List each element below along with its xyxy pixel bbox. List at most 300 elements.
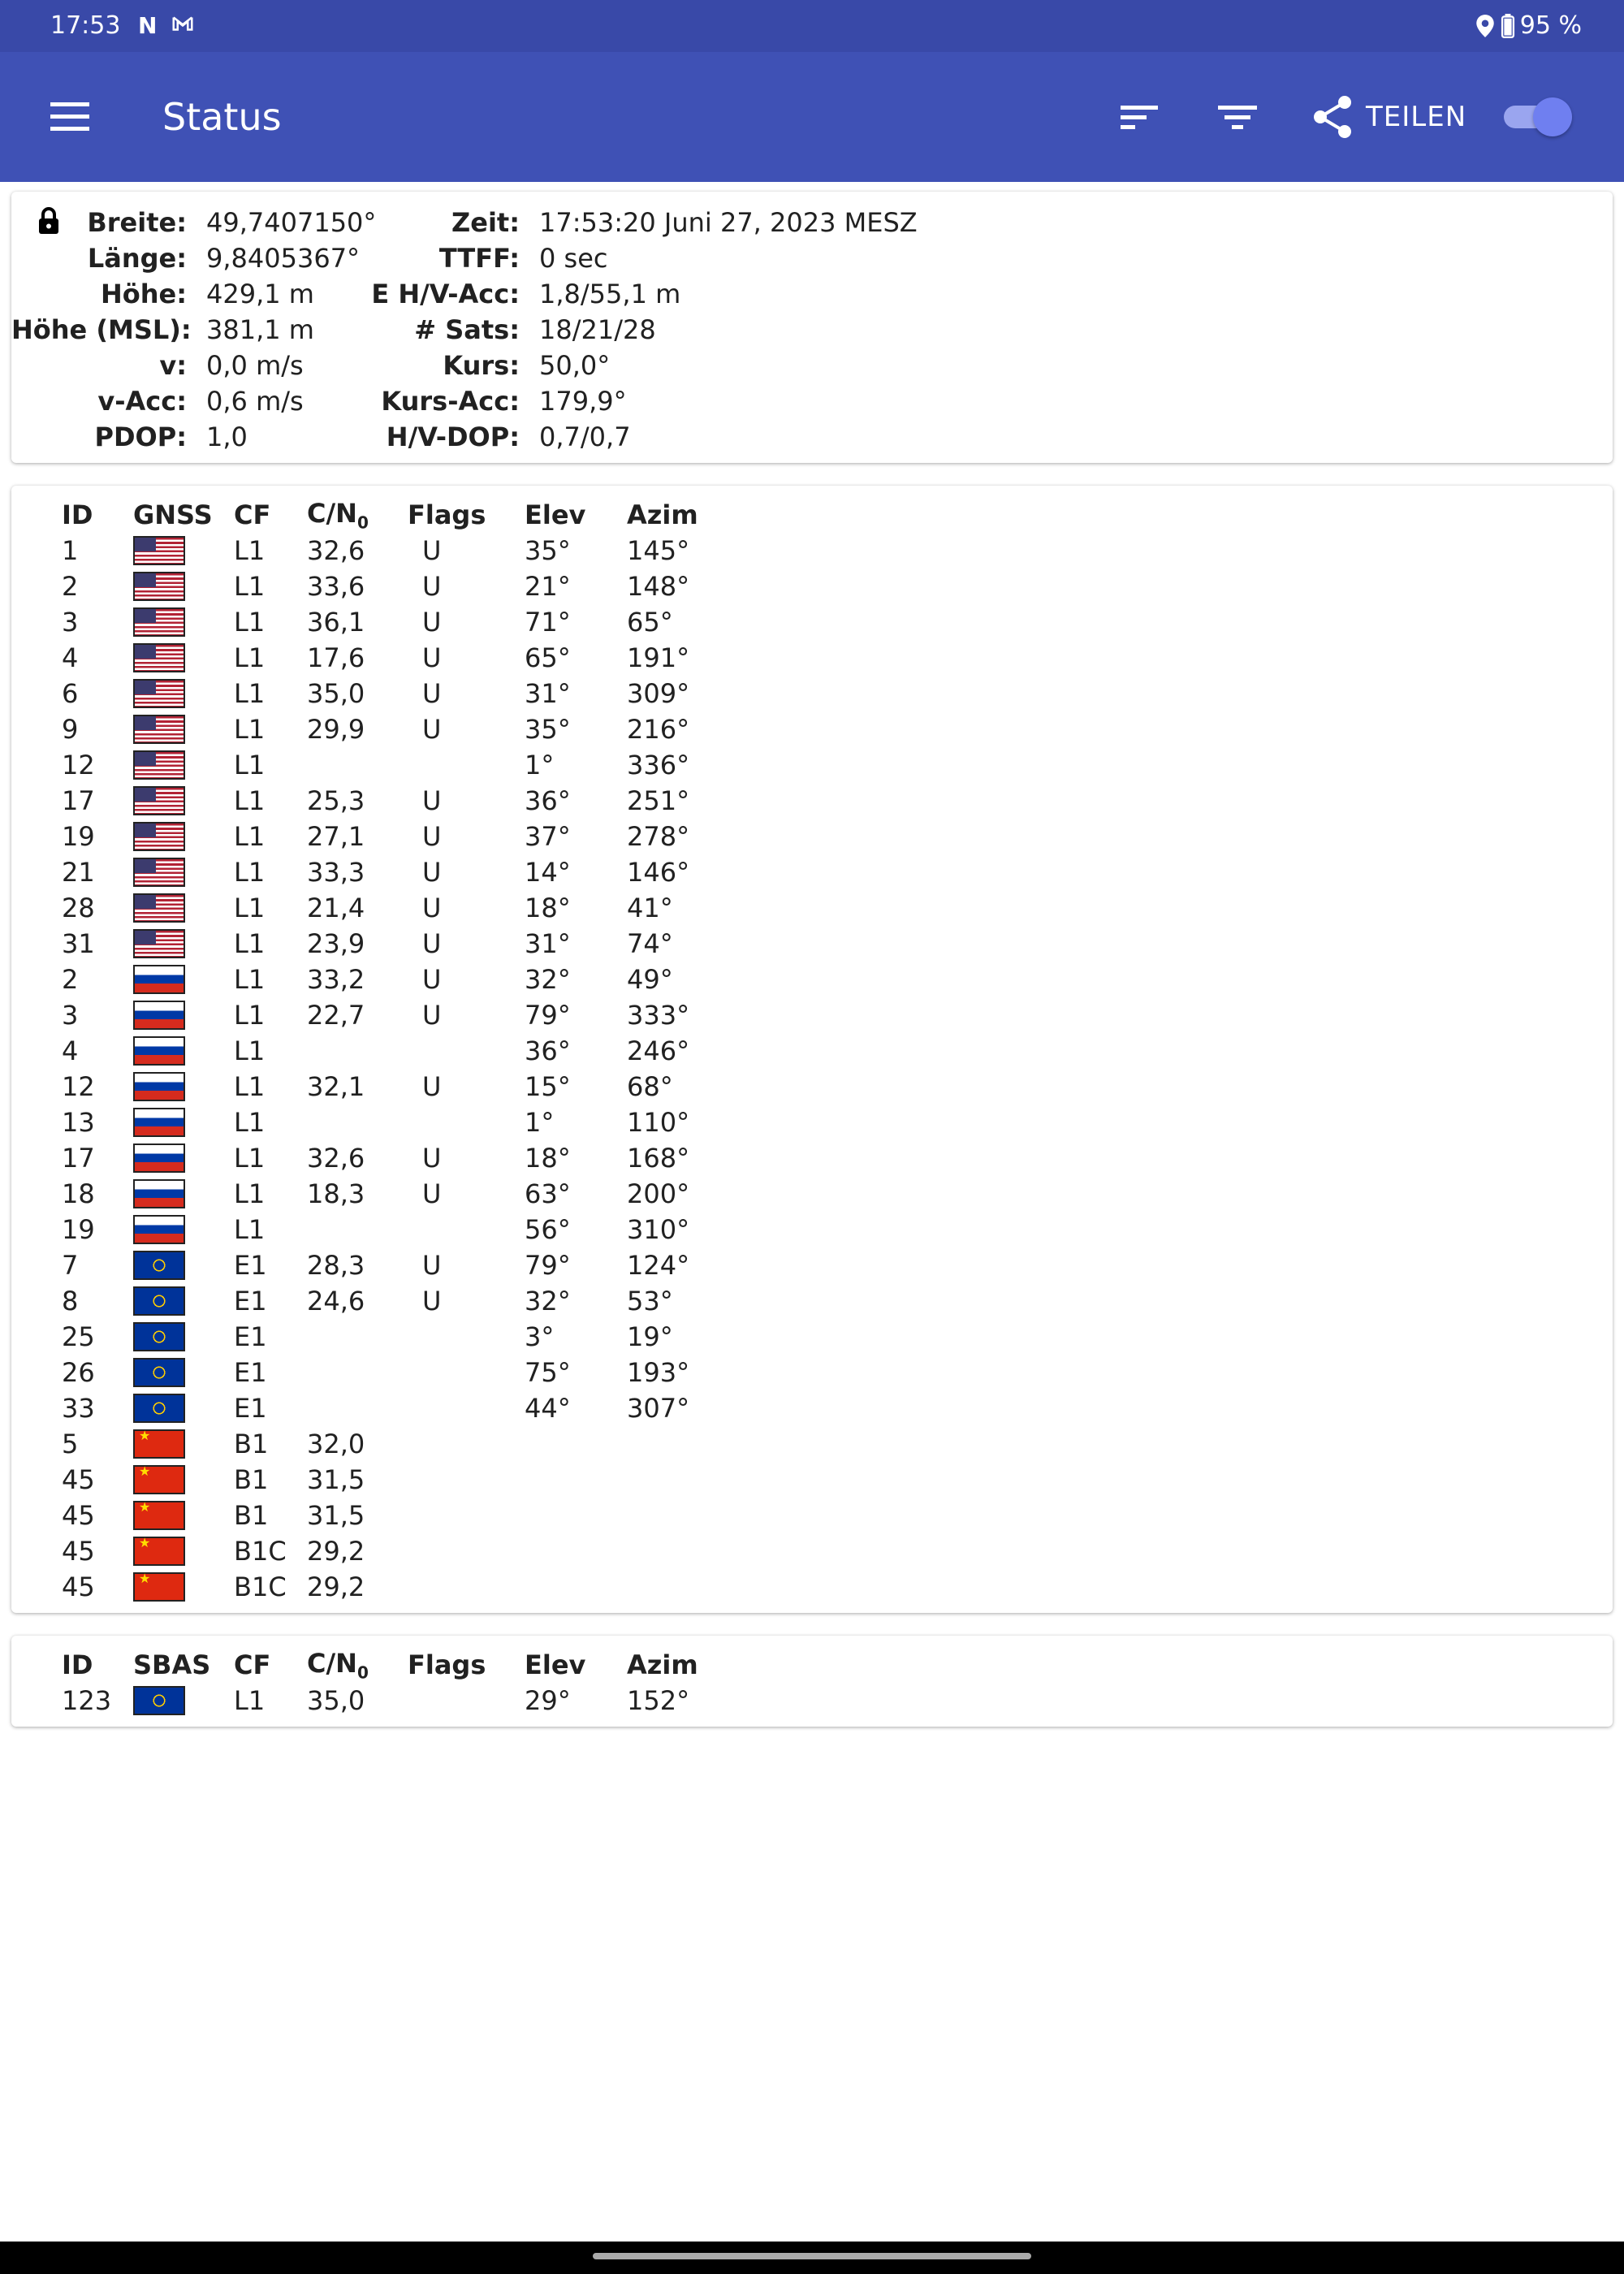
azimuth: 216° bbox=[627, 714, 690, 745]
flag-us-icon bbox=[133, 643, 185, 672]
sat-id: 45 bbox=[62, 1500, 95, 1531]
carrier-freq: E1 bbox=[234, 1357, 267, 1388]
sat-flags: U bbox=[422, 1286, 442, 1316]
flag-cn-icon bbox=[133, 1501, 185, 1530]
cn0-value: 35,0 bbox=[307, 1685, 365, 1716]
elevation: 3° bbox=[525, 1321, 555, 1352]
col-flags: Flags bbox=[408, 499, 486, 530]
carrier-freq: L1 bbox=[234, 714, 266, 745]
carrier-freq: L1 bbox=[234, 964, 266, 995]
flag-us-icon bbox=[133, 750, 185, 780]
sat-id: 33 bbox=[62, 1393, 95, 1424]
elevation: 35° bbox=[525, 535, 571, 566]
col-cf: CF bbox=[234, 499, 271, 530]
flag-cn-icon bbox=[133, 1537, 185, 1566]
carrier-freq: L1 bbox=[234, 857, 266, 888]
sat-id: 1 bbox=[62, 535, 79, 566]
elevation bbox=[525, 1426, 627, 1462]
sat-id: 17 bbox=[62, 1143, 95, 1174]
elevation bbox=[525, 1533, 627, 1569]
azimuth: 146° bbox=[627, 857, 690, 888]
fix-label-2: Höhe: bbox=[100, 279, 187, 309]
elevation: 35° bbox=[525, 714, 571, 745]
table-row bbox=[49, 890, 724, 926]
elevation bbox=[525, 1462, 627, 1498]
azimuth: 200° bbox=[627, 1178, 690, 1209]
cn0-value: 21,4 bbox=[307, 893, 365, 923]
cn0-value: 33,6 bbox=[307, 571, 365, 602]
flag-cell bbox=[133, 1569, 234, 1605]
azimuth bbox=[627, 1533, 724, 1569]
table-row bbox=[49, 1683, 724, 1718]
cn0-value: 35,0 bbox=[307, 678, 365, 709]
fix-value-4: 0,0 m/s bbox=[206, 350, 304, 381]
table-row bbox=[49, 819, 724, 854]
sat-flags bbox=[408, 747, 525, 783]
fix-label-3: # Sats: bbox=[414, 314, 520, 345]
flag-us-icon bbox=[133, 715, 185, 744]
sat-id: 3 bbox=[62, 607, 79, 638]
cn0-value: 25,3 bbox=[307, 785, 365, 816]
fix-value-3: 18/21/28 bbox=[539, 314, 656, 345]
page-title: Status bbox=[162, 95, 282, 139]
carrier-freq: B1 bbox=[234, 1500, 269, 1531]
flag-ru-icon bbox=[133, 1036, 185, 1066]
table-row bbox=[49, 1533, 724, 1569]
azimuth: 278° bbox=[627, 821, 690, 852]
fix-value-2: 429,1 m bbox=[206, 279, 314, 309]
sat-flags bbox=[408, 1033, 525, 1069]
table-row bbox=[49, 1569, 724, 1605]
carrier-freq: L1 bbox=[234, 535, 266, 566]
sat-flags: U bbox=[422, 642, 442, 673]
cn0-value bbox=[307, 1033, 408, 1069]
cn0-value: 28,3 bbox=[307, 1250, 365, 1281]
cn0-value: 18,3 bbox=[307, 1178, 365, 1209]
col-cn0: $C/N_0$ bbox=[307, 497, 369, 533]
cn0-value: 29,9 bbox=[307, 714, 365, 745]
flag-cell bbox=[133, 997, 234, 1033]
carrier-freq: L1 bbox=[234, 1107, 266, 1138]
sat-flags: U bbox=[422, 964, 442, 995]
flag-cell bbox=[133, 1533, 234, 1569]
battery-level: 95 % bbox=[1519, 11, 1582, 40]
carrier-freq: B1 bbox=[234, 1429, 269, 1459]
table-row bbox=[49, 1498, 724, 1533]
col-elev: Elev bbox=[525, 499, 586, 530]
table-row bbox=[49, 1212, 724, 1247]
flag-cell bbox=[133, 711, 234, 747]
sat-id: 8 bbox=[62, 1286, 79, 1316]
azimuth: 309° bbox=[627, 678, 690, 709]
sat-flags: U bbox=[422, 678, 442, 709]
fix-label-3: Höhe (MSL): bbox=[11, 314, 192, 345]
azimuth: 110° bbox=[627, 1107, 690, 1138]
flag-cell bbox=[133, 1033, 234, 1069]
cn0-value: 27,1 bbox=[307, 821, 365, 852]
azimuth: 307° bbox=[627, 1393, 690, 1424]
app-bar bbox=[0, 52, 1624, 182]
gnss-satellite-card bbox=[11, 486, 1613, 1613]
carrier-freq: L1 bbox=[234, 1143, 266, 1174]
clock: 17:53 bbox=[50, 11, 121, 40]
azimuth: 124° bbox=[627, 1250, 690, 1281]
col-elev: Elev bbox=[525, 1649, 586, 1680]
flag-eu-icon bbox=[133, 1251, 185, 1280]
sat-flags: U bbox=[422, 571, 442, 602]
flag-cell bbox=[133, 783, 234, 819]
sat-flags: U bbox=[422, 928, 442, 959]
sat-flags: U bbox=[422, 1250, 442, 1281]
sat-flags: U bbox=[422, 893, 442, 923]
azimuth: 74° bbox=[627, 928, 673, 959]
sat-flags bbox=[408, 1683, 525, 1718]
cn0-value: 36,1 bbox=[307, 607, 365, 638]
sat-flags bbox=[408, 1390, 525, 1426]
azimuth: 310° bbox=[627, 1214, 690, 1245]
fix-label-6: H/V-DOP: bbox=[386, 422, 520, 452]
elevation: 36° bbox=[525, 785, 571, 816]
sat-flags: U bbox=[422, 607, 442, 638]
elevation: 32° bbox=[525, 964, 571, 995]
share-button[interactable] bbox=[1309, 89, 1466, 145]
flag-cell bbox=[133, 676, 234, 711]
cn0-value: 32,6 bbox=[307, 1143, 365, 1174]
flag-cell bbox=[133, 1355, 234, 1390]
azimuth: 19° bbox=[627, 1321, 673, 1352]
fix-label-1: Länge: bbox=[87, 243, 187, 274]
status-right bbox=[1475, 11, 1582, 41]
system-nav-bar bbox=[0, 2242, 1624, 2274]
col-sbas: SBAS bbox=[133, 1649, 211, 1680]
elevation: 1° bbox=[525, 1107, 555, 1138]
sat-id: 45 bbox=[62, 1571, 95, 1602]
sat-id: 6 bbox=[62, 678, 79, 709]
flag-us-icon bbox=[133, 858, 185, 887]
col-id: ID bbox=[62, 499, 93, 530]
cn0-value: 29,2 bbox=[307, 1571, 365, 1602]
elevation: 79° bbox=[525, 1250, 571, 1281]
table-row bbox=[49, 962, 724, 997]
sat-flags: U bbox=[422, 1000, 442, 1031]
table-row bbox=[49, 1319, 724, 1355]
cn0-value: 32,1 bbox=[307, 1071, 365, 1102]
sat-id: 25 bbox=[62, 1321, 95, 1352]
table-row bbox=[49, 747, 724, 783]
sat-id: 19 bbox=[62, 1214, 95, 1245]
azimuth: 41° bbox=[627, 893, 673, 923]
flag-cell bbox=[133, 1069, 234, 1105]
flag-cell bbox=[133, 854, 234, 890]
carrier-freq: L1 bbox=[234, 821, 266, 852]
carrier-freq: L1 bbox=[234, 1214, 266, 1245]
table-row bbox=[49, 1247, 724, 1283]
sat-id: 2 bbox=[62, 964, 79, 995]
azimuth: 49° bbox=[627, 964, 673, 995]
fix-label-0: Zeit: bbox=[451, 207, 520, 238]
elevation bbox=[525, 1569, 627, 1605]
table-row bbox=[49, 1390, 724, 1426]
tracking-toggle[interactable] bbox=[1501, 97, 1569, 136]
col-azim: Azim bbox=[627, 1649, 698, 1680]
carrier-freq: E1 bbox=[234, 1393, 267, 1424]
flag-cell bbox=[133, 1283, 234, 1319]
sat-id: 2 bbox=[62, 571, 79, 602]
table-header-row bbox=[49, 1647, 724, 1683]
flag-cell bbox=[133, 533, 234, 568]
flag-cell bbox=[133, 1105, 234, 1140]
sat-flags bbox=[408, 1533, 525, 1569]
elevation: 31° bbox=[525, 678, 571, 709]
sat-id: 9 bbox=[62, 714, 79, 745]
flag-eu-icon bbox=[133, 1686, 185, 1715]
sat-flags bbox=[408, 1569, 525, 1605]
table-row bbox=[49, 1105, 724, 1140]
notification-n-icon: N bbox=[138, 12, 158, 39]
cn0-value: 33,3 bbox=[307, 857, 365, 888]
sat-flags bbox=[408, 1319, 525, 1355]
table-row bbox=[49, 568, 724, 604]
elevation: 36° bbox=[525, 1035, 571, 1066]
azimuth: 191° bbox=[627, 642, 690, 673]
elevation: 63° bbox=[525, 1178, 571, 1209]
sat-flags: U bbox=[422, 821, 442, 852]
cn0-value bbox=[307, 1319, 408, 1355]
sat-id: 26 bbox=[62, 1357, 95, 1388]
flag-cell bbox=[133, 604, 234, 640]
table-row bbox=[49, 1426, 724, 1462]
azimuth: 152° bbox=[627, 1685, 690, 1716]
sat-id: 12 bbox=[62, 750, 95, 780]
flag-us-icon bbox=[133, 607, 185, 637]
sat-id: 19 bbox=[62, 821, 95, 852]
flag-us-icon bbox=[133, 893, 185, 923]
flag-cell bbox=[133, 1319, 234, 1355]
col-id: ID bbox=[62, 1649, 93, 1680]
flag-eu-icon bbox=[133, 1394, 185, 1423]
elevation: 56° bbox=[525, 1214, 571, 1245]
fix-value-2: 1,8/55,1 m bbox=[539, 279, 681, 309]
carrier-freq: L1 bbox=[234, 1035, 266, 1066]
share-label: TEILEN bbox=[1366, 101, 1467, 133]
azimuth bbox=[627, 1498, 724, 1533]
flag-cell bbox=[133, 747, 234, 783]
flag-ru-icon bbox=[133, 1143, 185, 1173]
sat-flags bbox=[408, 1462, 525, 1498]
flag-cell bbox=[133, 1140, 234, 1176]
fix-value-0: 17:53:20 Juni 27, 2023 MESZ bbox=[539, 207, 918, 238]
flag-ru-icon bbox=[133, 1179, 185, 1208]
cn0-value: 33,2 bbox=[307, 964, 365, 995]
sat-id: 5 bbox=[62, 1429, 79, 1459]
carrier-freq: B1 bbox=[234, 1464, 269, 1495]
azimuth: 145° bbox=[627, 535, 690, 566]
fix-value-1: 9,8405367° bbox=[206, 243, 361, 274]
flag-eu-icon bbox=[133, 1358, 185, 1387]
sat-id: 3 bbox=[62, 1000, 79, 1031]
table-row bbox=[49, 711, 724, 747]
flag-us-icon bbox=[133, 786, 185, 815]
table-row bbox=[49, 1069, 724, 1105]
elevation: 44° bbox=[525, 1393, 571, 1424]
flag-us-icon bbox=[133, 929, 185, 958]
sat-flags: U bbox=[422, 535, 442, 566]
flag-eu-icon bbox=[133, 1322, 185, 1351]
table-row bbox=[49, 783, 724, 819]
cn0-value: 22,7 bbox=[307, 1000, 365, 1031]
sat-id: 123 bbox=[62, 1685, 112, 1716]
flag-cell bbox=[133, 1390, 234, 1426]
fix-label-5: v-Acc: bbox=[97, 386, 187, 417]
fix-value-0: 49,7407150° bbox=[206, 207, 377, 238]
flag-us-icon bbox=[133, 679, 185, 708]
flag-ru-icon bbox=[133, 1072, 185, 1101]
elevation: 18° bbox=[525, 893, 571, 923]
cn0-value bbox=[307, 1390, 408, 1426]
table-row bbox=[49, 604, 724, 640]
elevation: 79° bbox=[525, 1000, 571, 1031]
carrier-freq: E1 bbox=[234, 1286, 267, 1316]
flag-ru-icon bbox=[133, 1001, 185, 1030]
table-row bbox=[49, 1176, 724, 1212]
share-icon bbox=[1309, 93, 1358, 141]
col-cn0: $C/N_0$ bbox=[307, 1647, 369, 1683]
flag-cn-icon bbox=[133, 1572, 185, 1602]
sat-id: 4 bbox=[62, 642, 79, 673]
table-row bbox=[49, 1033, 724, 1069]
table-row bbox=[49, 854, 724, 890]
flag-cell bbox=[133, 1498, 234, 1533]
cn0-value: 31,5 bbox=[307, 1500, 365, 1531]
azimuth bbox=[627, 1569, 724, 1605]
sat-flags bbox=[408, 1105, 525, 1140]
col-cf: CF bbox=[234, 1649, 271, 1680]
system-status-bar bbox=[0, 0, 1624, 52]
cn0-value: 17,6 bbox=[307, 642, 365, 673]
elevation: 65° bbox=[525, 642, 571, 673]
fix-info-card bbox=[11, 192, 1613, 463]
flag-ru-icon bbox=[133, 1215, 185, 1244]
elevation: 31° bbox=[525, 928, 571, 959]
flag-cn-icon bbox=[133, 1429, 185, 1459]
table-row bbox=[49, 533, 724, 568]
sat-id: 13 bbox=[62, 1107, 95, 1138]
flag-cell bbox=[133, 1426, 234, 1462]
elevation: 71° bbox=[525, 607, 571, 638]
sat-id: 4 bbox=[62, 1035, 79, 1066]
carrier-freq: L1 bbox=[234, 1071, 266, 1102]
flag-cell bbox=[133, 926, 234, 962]
sat-flags bbox=[408, 1426, 525, 1462]
cn0-value: 23,9 bbox=[307, 928, 365, 959]
sat-flags bbox=[408, 1498, 525, 1533]
sat-flags: U bbox=[422, 857, 442, 888]
cn0-value bbox=[307, 1355, 408, 1390]
carrier-freq: L1 bbox=[234, 750, 266, 780]
fix-label-1: TTFF: bbox=[438, 243, 520, 274]
sbas-table bbox=[49, 1647, 724, 1718]
azimuth: 148° bbox=[627, 571, 690, 602]
flag-us-icon bbox=[133, 536, 185, 565]
sat-flags: U bbox=[422, 1143, 442, 1174]
carrier-freq: L1 bbox=[234, 678, 266, 709]
elevation: 1° bbox=[525, 750, 555, 780]
fix-label-4: v: bbox=[159, 350, 187, 381]
fix-value-4: 50,0° bbox=[539, 350, 611, 381]
carrier-freq: E1 bbox=[234, 1250, 267, 1281]
flag-cell bbox=[133, 819, 234, 854]
azimuth: 336° bbox=[627, 750, 690, 780]
fix-label-0: Breite: bbox=[87, 207, 187, 238]
azimuth: 168° bbox=[627, 1143, 690, 1174]
sort-icon[interactable] bbox=[1114, 91, 1166, 143]
azimuth: 251° bbox=[627, 785, 690, 816]
carrier-freq: L1 bbox=[234, 893, 266, 923]
home-gesture-handle[interactable] bbox=[593, 2253, 1031, 2259]
carrier-freq: E1 bbox=[234, 1321, 267, 1352]
carrier-freq: L1 bbox=[234, 642, 266, 673]
gnss-table bbox=[49, 497, 724, 1605]
azimuth: 65° bbox=[627, 607, 673, 638]
filter-icon[interactable] bbox=[1212, 91, 1263, 143]
sat-flags: U bbox=[422, 1071, 442, 1102]
fix-value-5: 179,9° bbox=[539, 386, 627, 417]
azimuth bbox=[627, 1462, 724, 1498]
carrier-freq: B1C bbox=[234, 1571, 287, 1602]
azimuth: 246° bbox=[627, 1035, 690, 1066]
cn0-value bbox=[307, 1212, 408, 1247]
flag-ru-icon bbox=[133, 1108, 185, 1137]
cn0-value bbox=[307, 1105, 408, 1140]
sat-flags: U bbox=[422, 1178, 442, 1209]
toggle-thumb bbox=[1533, 97, 1572, 136]
fix-value-6: 0,7/0,7 bbox=[539, 422, 631, 452]
carrier-freq: L1 bbox=[234, 607, 266, 638]
menu-icon[interactable] bbox=[45, 94, 94, 140]
elevation: 18° bbox=[525, 1143, 571, 1174]
carrier-freq: L1 bbox=[234, 1000, 266, 1031]
flag-cell bbox=[133, 890, 234, 926]
azimuth: 53° bbox=[627, 1286, 673, 1316]
flag-us-icon bbox=[133, 572, 185, 601]
fix-value-6: 1,0 bbox=[206, 422, 248, 452]
sat-id: 28 bbox=[62, 893, 95, 923]
flag-ru-icon bbox=[133, 965, 185, 994]
azimuth bbox=[627, 1426, 724, 1462]
sat-flags: U bbox=[422, 785, 442, 816]
sbas-satellite-card bbox=[11, 1636, 1613, 1727]
sat-id: 12 bbox=[62, 1071, 95, 1102]
fix-value-1: 0 sec bbox=[539, 243, 608, 274]
gmail-icon bbox=[171, 11, 195, 43]
sat-id: 7 bbox=[62, 1250, 79, 1281]
carrier-freq: L1 bbox=[234, 785, 266, 816]
elevation: 14° bbox=[525, 857, 571, 888]
sat-id: 45 bbox=[62, 1464, 95, 1495]
fix-value-5: 0,6 m/s bbox=[206, 386, 304, 417]
col-azim: Azim bbox=[627, 499, 698, 530]
table-row bbox=[49, 676, 724, 711]
col-flags: Flags bbox=[408, 1649, 486, 1680]
sat-id: 45 bbox=[62, 1536, 95, 1567]
table-row bbox=[49, 926, 724, 962]
elevation: 32° bbox=[525, 1286, 571, 1316]
sat-id: 17 bbox=[62, 785, 95, 816]
flag-us-icon bbox=[133, 822, 185, 851]
table-row bbox=[49, 1462, 724, 1498]
carrier-freq: L1 bbox=[234, 571, 266, 602]
azimuth: 333° bbox=[627, 1000, 690, 1031]
